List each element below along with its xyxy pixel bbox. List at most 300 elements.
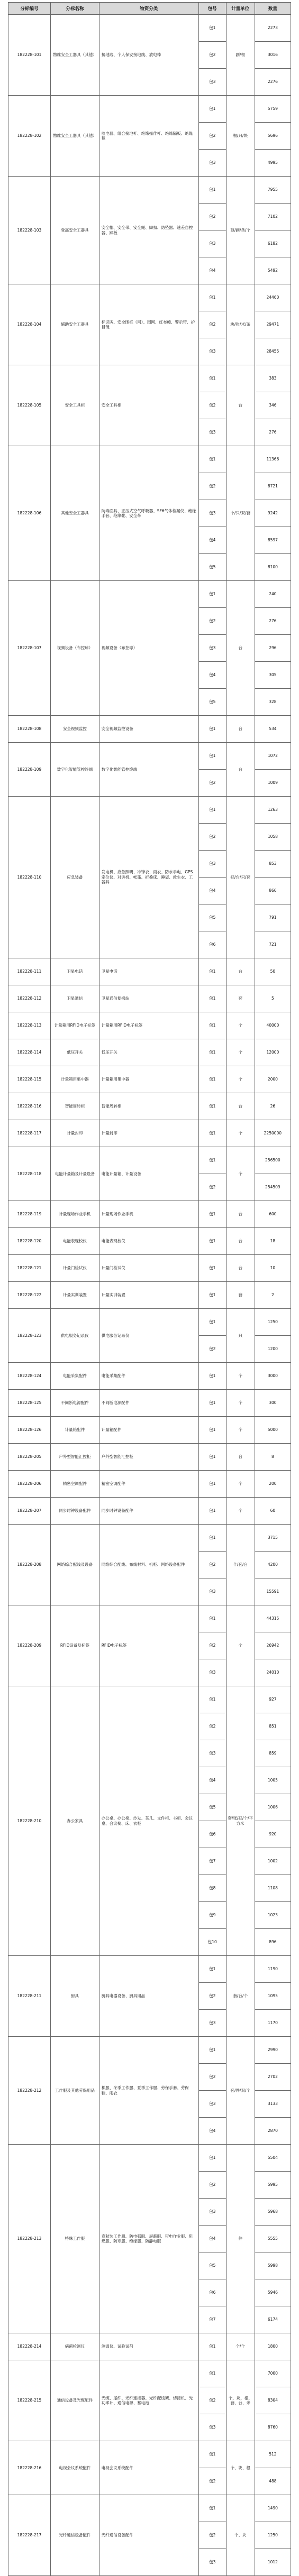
cell-package-no: 包3 <box>198 338 226 365</box>
cell-lot-code: 182228-217 <box>8 2495 51 2576</box>
cell-package-no: 包1 <box>198 96 226 123</box>
cell-package-no: 包1 <box>198 1120 226 1147</box>
cell-unit: 台 <box>226 581 255 716</box>
cell-unit: 块/张/米/条 <box>226 284 255 365</box>
cell-unit: 个 <box>226 1605 255 1686</box>
cell-lot-code: 182228-210 <box>8 1686 51 1956</box>
table-row <box>8 1039 291 1066</box>
cell-package-no: 包1 <box>198 2495 226 2522</box>
cell-quantity: 44315 <box>255 1605 291 1632</box>
cell-quantity: 305 <box>255 662 291 689</box>
cell-quantity: 254509 <box>255 1174 291 1201</box>
table-row <box>8 1282 291 1309</box>
cell-quantity: 851 <box>255 1713 291 1740</box>
cell-lot-name: 物维安全工器具（其他） <box>50 96 99 177</box>
cell-lot-code: 182228-117 <box>8 1120 51 1147</box>
cell-lot-code: 182228-214 <box>8 2333 51 2360</box>
cell-material-category: 户外型智能汇控柜 <box>99 1444 198 1471</box>
cell-lot-name: 辅助安全工器具 <box>50 284 99 365</box>
header-unit: 计量单位 <box>226 3 255 15</box>
cell-package-no: 包1 <box>198 958 226 985</box>
cell-quantity: 2250000 <box>255 1120 291 1147</box>
cell-quantity: 296 <box>255 635 291 662</box>
cell-package-no: 包2 <box>198 770 226 797</box>
header-code: 分标编号 <box>8 3 51 15</box>
cell-unit: 个 <box>226 1066 255 1093</box>
cell-lot-name: 计量箱用RFID电子标签 <box>50 1012 99 1039</box>
cell-lot-name: 计量现场作业手机 <box>50 1201 99 1228</box>
cell-unit: 台 <box>226 1255 255 1282</box>
cell-package-no: 包1 <box>198 1363 226 1390</box>
cell-package-no: 包1 <box>198 1255 226 1282</box>
cell-quantity: 4200 <box>255 1552 291 1578</box>
cell-package-no: 包6 <box>198 2279 226 2306</box>
cell-lot-code: 182228-124 <box>8 1363 51 1390</box>
cell-package-no: 包4 <box>198 878 226 904</box>
table-row <box>8 2495 291 2522</box>
cell-lot-code: 182228-118 <box>8 1147 51 1201</box>
cell-material-category: 电能计量箱、计量设备 <box>99 1147 198 1201</box>
table-row <box>8 1066 291 1093</box>
cell-package-no: 包1 <box>198 284 226 311</box>
cell-unit: 个、块、根 <box>226 2441 255 2495</box>
cell-lot-code: 182228-104 <box>8 284 51 365</box>
cell-quantity: 6182 <box>255 230 291 257</box>
cell-unit: 套/台/个 <box>226 1956 255 2037</box>
cell-unit: 个、块 <box>226 2495 255 2576</box>
cell-package-no: 包3 <box>198 230 226 257</box>
table-row <box>8 1686 291 1713</box>
cell-package-no: 包1 <box>198 1039 226 1066</box>
cell-material-category: 光缆、尾纤、光纤连接器、光纤配线架、熔接机、光功率计、通信电源、蓄电池 <box>99 2360 198 2441</box>
cell-lot-code: 182228-205 <box>8 1444 51 1471</box>
cell-package-no: 包2 <box>198 123 226 150</box>
cell-lot-name: 应急装备 <box>50 797 99 958</box>
cell-package-no: 包1 <box>198 1282 226 1309</box>
cell-package-no: 包1 <box>198 1309 226 1336</box>
cell-quantity: 18 <box>255 1228 291 1255</box>
cell-lot-code: 182228-113 <box>8 1012 51 1039</box>
cell-material-category: 发电机、应急照明、冲锋衣、雨衣、防水手电、GPS定位仪、对讲机、帐篷、折叠床、睡袋、救生衣、工器具 <box>99 797 198 958</box>
cell-lot-code: 182228-114 <box>8 1039 51 1066</box>
cell-package-no: 包4 <box>198 527 226 554</box>
cell-package-no: 包2 <box>198 824 226 851</box>
cell-material-category: 卫星电话 <box>99 958 198 985</box>
cell-material-category: 测温仪、试验试剂 <box>99 2333 198 2360</box>
cell-quantity: 1005 <box>255 1767 291 1794</box>
cell-package-no: 包5 <box>198 689 226 716</box>
cell-unit: 个/套/台 <box>226 1525 255 1605</box>
cell-package-no: 包2 <box>198 1983 226 2010</box>
cell-lot-name: 供电服务记录仪 <box>50 1309 99 1363</box>
cell-material-category: 防毒面具、正压式空气呼吸器、SF6气体检漏仪、绝缘手套、绝缘靴、安全带 <box>99 446 198 581</box>
table-row <box>8 177 291 204</box>
cell-package-no: 包1 <box>198 1605 226 1632</box>
cell-lot-name: 安全工具柜 <box>50 365 99 446</box>
cell-quantity: 5998 <box>255 2252 291 2279</box>
cell-package-no: 包10 <box>198 1929 226 1956</box>
cell-unit: 副/根 <box>226 15 255 96</box>
cell-lot-code: 182228-116 <box>8 1093 51 1120</box>
cell-lot-code: 182228-206 <box>8 1471 51 1498</box>
cell-package-no: 包2 <box>198 1632 226 1659</box>
cell-quantity: 346 <box>255 392 291 419</box>
table-row <box>8 2333 291 2360</box>
cell-package-no: 包2 <box>198 2064 226 2091</box>
cell-quantity: 383 <box>255 365 291 392</box>
table-row <box>8 1120 291 1147</box>
table-row <box>8 581 291 608</box>
cell-package-no: 包4 <box>198 257 226 284</box>
cell-lot-name: 精密空调配件 <box>50 1471 99 1498</box>
table-row <box>8 1012 291 1039</box>
cell-lot-code: 182228-125 <box>8 1390 51 1417</box>
cell-quantity: 12000 <box>255 1039 291 1066</box>
cell-quantity: 866 <box>255 878 291 904</box>
cell-material-category: 安全帽、安全带、安全绳、脚扣、防坠器、速差自控器、踩板 <box>99 177 198 284</box>
cell-package-no: 包2 <box>198 1713 226 1740</box>
cell-package-no: 包2 <box>198 2172 226 2199</box>
table-row <box>8 365 291 392</box>
cell-quantity: 1095 <box>255 1983 291 2010</box>
cell-lot-name: 安全视频监控 <box>50 716 99 743</box>
cell-package-no: 包1 <box>198 716 226 743</box>
cell-lot-name: 视频设备（布控球） <box>50 581 99 716</box>
cell-quantity: 276 <box>255 608 291 635</box>
cell-lot-name: 计量门检试仪 <box>50 1255 99 1282</box>
cell-package-no: 包1 <box>198 1201 226 1228</box>
cell-material-category: 同步时钟设备配件 <box>99 1498 198 1525</box>
cell-lot-name: 计量实训装置 <box>50 1282 99 1309</box>
table-row <box>8 1363 291 1390</box>
table-row <box>8 1201 291 1228</box>
table-body <box>8 15 291 2576</box>
cell-lot-name: 电能表现校仪 <box>50 1228 99 1255</box>
cell-lot-name: 同步时钟设备配件 <box>50 1498 99 1525</box>
cell-material-category: 视频设备（布控球） <box>99 581 198 716</box>
cell-package-no: 包1 <box>198 2037 226 2064</box>
cell-package-no: 包1 <box>198 2333 226 2360</box>
table-row <box>8 96 291 123</box>
cell-unit: 个 <box>226 1120 255 1147</box>
cell-quantity: 2000 <box>255 1066 291 1093</box>
cell-material-category: 安全工具柜 <box>99 365 198 446</box>
cell-unit: 把/台/只/套 <box>226 797 255 958</box>
cell-quantity: 1200 <box>255 1336 291 1363</box>
cell-lot-code: 182228-107 <box>8 581 51 716</box>
header-row <box>8 3 291 15</box>
cell-package-no: 包3 <box>198 1740 226 1767</box>
cell-material-category: 计量现场作业手机 <box>99 1201 198 1228</box>
cell-quantity: 10 <box>255 1255 291 1282</box>
cell-unit: 套/张/把/个/平方米 <box>226 1686 255 1956</box>
cell-material-category: 计量箱配件 <box>99 1417 198 1444</box>
table-row <box>8 1444 291 1471</box>
cell-lot-code: 182228-215 <box>8 2360 51 2441</box>
cell-package-no: 包2 <box>198 42 226 69</box>
cell-package-no: 包3 <box>198 419 226 446</box>
cell-lot-code: 182228-103 <box>8 177 51 284</box>
cell-quantity: 5 <box>255 985 291 1012</box>
table-row <box>8 1309 291 1336</box>
cell-quantity: 300 <box>255 1390 291 1417</box>
cell-quantity: 29471 <box>255 311 291 338</box>
cell-quantity: 40000 <box>255 1012 291 1039</box>
cell-quantity: 4995 <box>255 150 291 177</box>
cell-lot-code: 182228-122 <box>8 1282 51 1309</box>
cell-unit: 个 <box>226 1039 255 1066</box>
cell-lot-code: 182228-105 <box>8 365 51 446</box>
cell-quantity: 896 <box>255 1929 291 1956</box>
cell-quantity: 5696 <box>255 123 291 150</box>
cell-quantity: 8304 <box>255 2387 291 2414</box>
cell-lot-code: 182228-126 <box>8 1417 51 1444</box>
cell-quantity: 8760 <box>255 2414 291 2441</box>
cell-package-no: 包3 <box>198 635 226 662</box>
cell-package-no: 包1 <box>198 1390 226 1417</box>
cell-unit: 个/个 <box>226 2333 255 2360</box>
cell-quantity: 1263 <box>255 797 291 824</box>
cell-lot-name: 病菌检测仪 <box>50 2333 99 2360</box>
cell-lot-name: 计量箱用集中器 <box>50 1066 99 1093</box>
cell-package-no: 包2 <box>198 392 226 419</box>
cell-package-no: 包3 <box>198 2091 226 2118</box>
cell-unit: 个 <box>226 1147 255 1201</box>
cell-lot-name: 计量箱配件 <box>50 1417 99 1444</box>
cell-quantity: 8721 <box>255 473 291 500</box>
cell-lot-code: 182228-216 <box>8 2441 51 2495</box>
cell-lot-name: 工作服及其他劳保用品 <box>50 2037 99 2145</box>
cell-package-no: 包3 <box>198 2010 226 2037</box>
cell-quantity: 488 <box>255 2468 291 2495</box>
cell-quantity: 1023 <box>255 1902 291 1929</box>
table-row <box>8 446 291 473</box>
cell-package-no: 包1 <box>198 1228 226 1255</box>
cell-material-category: 电能表现校仪 <box>99 1228 198 1255</box>
header-name: 分标名称 <box>50 3 99 15</box>
cell-quantity: 1058 <box>255 824 291 851</box>
cell-lot-name: 卫星电话 <box>50 958 99 985</box>
cell-quantity: 1250 <box>255 2522 291 2549</box>
cell-lot-name: 特殊工作服 <box>50 2145 99 2333</box>
cell-lot-name: 不间断电源配件 <box>50 1390 99 1417</box>
cell-package-no: 包1 <box>198 365 226 392</box>
cell-lot-code: 182228-102 <box>8 96 51 177</box>
cell-lot-name: 登高安全工器具 <box>50 177 99 284</box>
cell-package-no: 包1 <box>198 1525 226 1552</box>
table-row <box>8 2037 291 2064</box>
cell-quantity: 1190 <box>255 1956 291 1983</box>
cell-material-category: 计量箱用集中器 <box>99 1066 198 1093</box>
cell-package-no: 包2 <box>198 1174 226 1201</box>
cell-unit: 件 <box>226 2145 255 2333</box>
cell-material-category: 接地线、个人保安接地线、放电棒 <box>99 15 198 96</box>
cell-quantity: 1108 <box>255 1875 291 1902</box>
cell-lot-code: 182228-123 <box>8 1309 51 1363</box>
cell-material-category: 网络综合配线、布线材料、机柜、网络设备配件 <box>99 1525 198 1605</box>
cell-lot-code: 182228-108 <box>8 716 51 743</box>
cell-unit: 台 <box>226 1201 255 1228</box>
cell-lot-name: 计量封印 <box>50 1120 99 1147</box>
cell-material-category: 计量封印 <box>99 1120 198 1147</box>
cell-quantity: 5759 <box>255 96 291 123</box>
cell-quantity: 791 <box>255 904 291 931</box>
cell-package-no: 包1 <box>198 446 226 473</box>
cell-quantity: 15591 <box>255 1578 291 1605</box>
cell-package-no: 包1 <box>198 177 226 204</box>
cell-package-no: 包3 <box>198 851 226 878</box>
cell-package-no: 包1 <box>198 1417 226 1444</box>
cell-package-no: 包1 <box>198 2360 226 2387</box>
cell-quantity: 2702 <box>255 2064 291 2091</box>
cell-package-no: 包1 <box>198 1012 226 1039</box>
procurement-table-sheet <box>8 2 299 2576</box>
cell-material-category: 电视会议系统配件 <box>99 2441 198 2495</box>
cell-lot-name: 厨具 <box>50 1956 99 2037</box>
cell-lot-code: 182228-212 <box>8 2037 51 2145</box>
cell-package-no: 包5 <box>198 2252 226 2279</box>
cell-unit: 顶/副/条/个 <box>226 177 255 284</box>
cell-material-category: 验电器、组合接地杆、绝缘操作杆、绝缘隔板、绝缘毯 <box>99 96 198 177</box>
cell-lot-code: 182228-115 <box>8 1066 51 1093</box>
cell-package-no: 包2 <box>198 2468 226 2495</box>
table-row <box>8 15 291 42</box>
cell-quantity: 200 <box>255 1471 291 1498</box>
cell-package-no: 包1 <box>198 985 226 1012</box>
cell-quantity: 3715 <box>255 1525 291 1552</box>
table-row <box>8 2360 291 2387</box>
cell-lot-code: 182228-211 <box>8 1956 51 2037</box>
cell-lot-name: 户外型智能汇控柜 <box>50 1444 99 1471</box>
table-row <box>8 2441 291 2468</box>
cell-material-category: 春秋装工作服、防电弧服、屏蔽服、带电作业服、阻燃服、防寒服、绝缘服、防静电服 <box>99 2145 198 2333</box>
cell-package-no: 包4 <box>198 662 226 689</box>
cell-quantity: 2 <box>255 1282 291 1309</box>
cell-material-category: 精密空调配件 <box>99 1471 198 1498</box>
cell-package-no: 包8 <box>198 1875 226 1902</box>
cell-lot-name: 智能周转柜 <box>50 1093 99 1120</box>
cell-package-no: 包3 <box>198 2199 226 2226</box>
cell-unit: 个、块、根、套、台、米 <box>226 2360 255 2441</box>
cell-quantity: 3000 <box>255 1363 291 1390</box>
cell-package-no: 包1 <box>198 2145 226 2172</box>
cell-package-no: 包1 <box>198 2441 226 2468</box>
cell-package-no: 包4 <box>198 2118 226 2145</box>
cell-unit: 套/件/双/个 <box>226 2037 255 2145</box>
cell-package-no: 包2 <box>198 1336 226 1363</box>
cell-lot-name: RFID设备及标签 <box>50 1605 99 1686</box>
cell-quantity: 3016 <box>255 42 291 69</box>
cell-material-category: 计量箱用RFID电子标签 <box>99 1012 198 1039</box>
table-row <box>8 284 291 311</box>
cell-material-category: 安全视频监控设备 <box>99 716 198 743</box>
cell-lot-name: 数字化智能管控终端 <box>50 743 99 797</box>
cell-lot-code: 182228-209 <box>8 1605 51 1686</box>
cell-package-no: 包1 <box>198 1444 226 1471</box>
cell-lot-code: 182228-121 <box>8 1255 51 1282</box>
cell-lot-name: 物维安全工器具（其他） <box>50 15 99 96</box>
cell-lot-name: 电能采集配件 <box>50 1363 99 1390</box>
cell-package-no: 包9 <box>198 1902 226 1929</box>
cell-quantity: 1170 <box>255 2010 291 2037</box>
table-row <box>8 1956 291 1983</box>
cell-quantity: 512 <box>255 2441 291 2468</box>
cell-package-no: 包2 <box>198 608 226 635</box>
table-row <box>8 1525 291 1552</box>
cell-quantity: 2870 <box>255 2118 291 2145</box>
cell-unit: 只 <box>226 1309 255 1363</box>
cell-quantity: 5000 <box>255 1417 291 1444</box>
cell-package-no: 包2 <box>198 2522 226 2549</box>
cell-material-category: 计量门检试仪 <box>99 1255 198 1282</box>
cell-package-no: 包6 <box>198 931 226 958</box>
cell-unit: 台 <box>226 365 255 446</box>
cell-quantity: 5946 <box>255 2279 291 2306</box>
cell-quantity: 60 <box>255 1498 291 1525</box>
table-row <box>8 1390 291 1417</box>
cell-quantity: 328 <box>255 689 291 716</box>
procurement-table <box>8 2 291 2576</box>
cell-material-category: 光纤通信设备配件 <box>99 2495 198 2576</box>
cell-lot-code: 182228-106 <box>8 446 51 581</box>
cell-package-no: 包1 <box>198 797 226 824</box>
cell-quantity: 2276 <box>255 69 291 96</box>
cell-material-category: 不间断电源配件 <box>99 1390 198 1417</box>
cell-lot-code: 182228-119 <box>8 1201 51 1228</box>
table-row <box>8 797 291 824</box>
cell-package-no: 包1 <box>198 1147 226 1174</box>
cell-package-no: 包3 <box>198 2414 226 2441</box>
cell-quantity: 1250 <box>255 1309 291 1336</box>
header-quantity: 数量 <box>255 3 291 15</box>
cell-package-no: 包7 <box>198 2306 226 2333</box>
cell-quantity: 8597 <box>255 527 291 554</box>
cell-material-category: RFID电子标签 <box>99 1605 198 1686</box>
cell-lot-name: 网络综合配线及设备 <box>50 1525 99 1605</box>
cell-package-no: 包3 <box>198 1659 226 1686</box>
cell-package-no: 包4 <box>198 1767 226 1794</box>
cell-package-no: 包1 <box>198 743 226 770</box>
cell-package-no: 包4 <box>198 2226 226 2252</box>
cell-quantity: 853 <box>255 851 291 878</box>
cell-quantity: 11366 <box>255 446 291 473</box>
cell-lot-code: 182228-110 <box>8 797 51 958</box>
table-row <box>8 1255 291 1282</box>
cell-unit: 台 <box>226 1093 255 1120</box>
cell-package-no: 包5 <box>198 904 226 931</box>
cell-quantity: 50 <box>255 958 291 985</box>
table-row <box>8 1605 291 1632</box>
cell-quantity: 1009 <box>255 770 291 797</box>
table-row <box>8 985 291 1012</box>
cell-quantity: 28455 <box>255 338 291 365</box>
cell-unit: 套 <box>226 985 255 1012</box>
cell-package-no: 包1 <box>198 1093 226 1120</box>
table-row <box>8 716 291 743</box>
table-row <box>8 1147 291 1174</box>
table-row <box>8 2145 291 2172</box>
cell-lot-name: 低压开关 <box>50 1039 99 1066</box>
cell-quantity: 24010 <box>255 1659 291 1686</box>
cell-lot-code: 182228-112 <box>8 985 51 1012</box>
cell-quantity: 1072 <box>255 743 291 770</box>
cell-quantity: 1490 <box>255 2495 291 2522</box>
cell-quantity: 859 <box>255 1740 291 1767</box>
table-row <box>8 1228 291 1255</box>
cell-quantity: 7955 <box>255 177 291 204</box>
cell-quantity: 5504 <box>255 2145 291 2172</box>
cell-material-category: 标识牌、安全围栏（网）、围网、红布幔、警示带、护目镜 <box>99 284 198 365</box>
